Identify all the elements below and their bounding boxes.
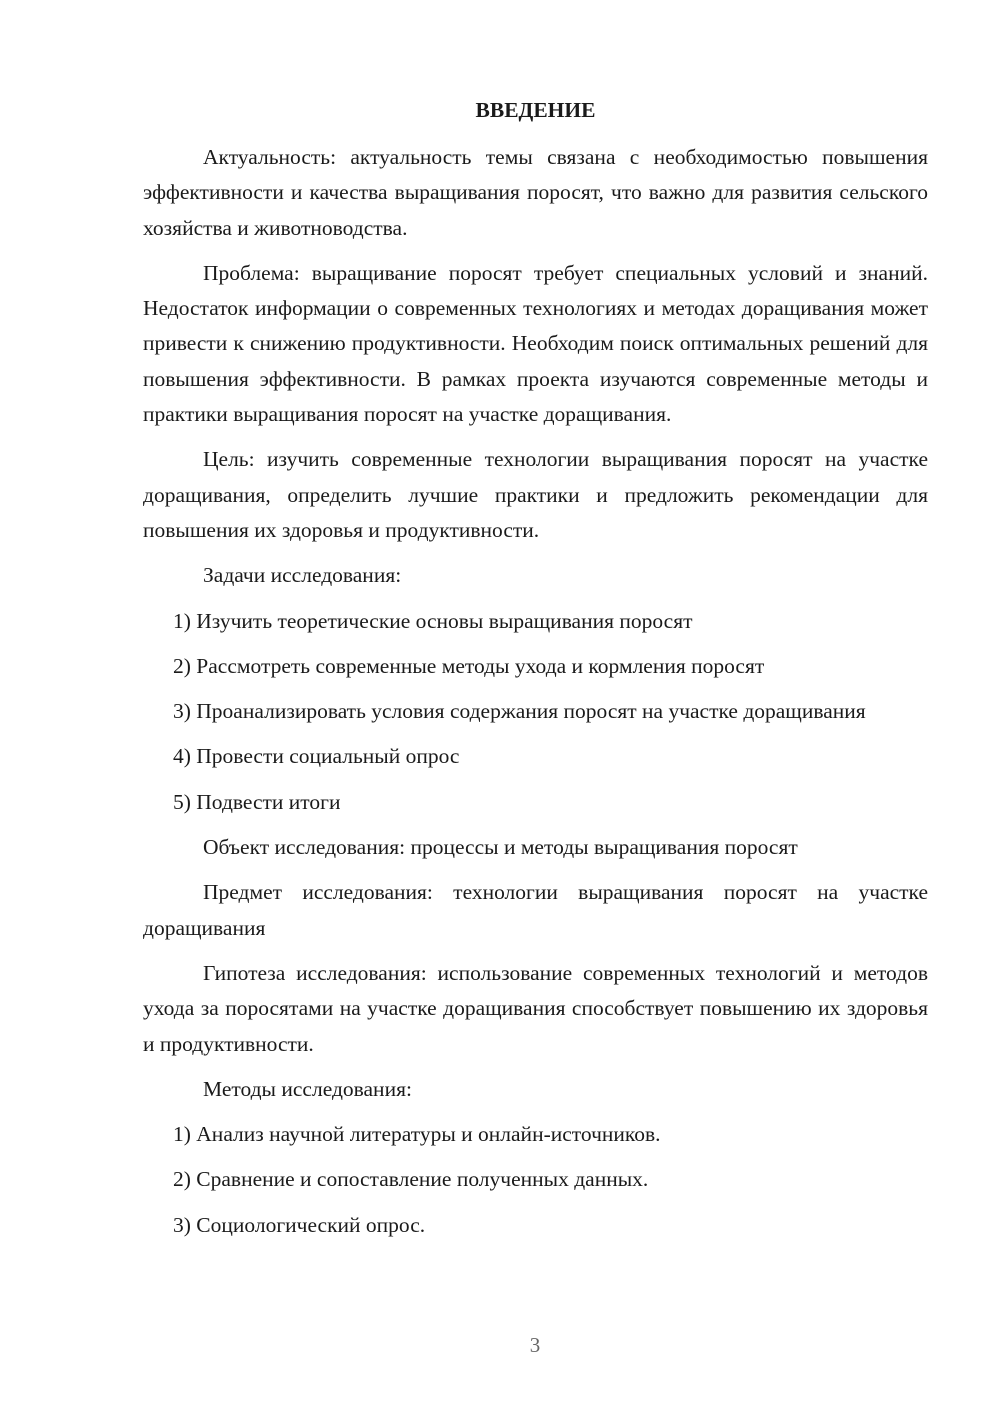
hypothesis-paragraph: Гипотеза исследования: использование современных технологий и методов ухода за поросятами на участке доращивания способствует повышению их здоровья и продуктивности. <box>143 960 928 1056</box>
task-item-4: 4) Провести социальный опрос <box>173 744 460 769</box>
method-item-1: 1) Анализ научной литературы и онлайн-источников. <box>173 1122 661 1147</box>
goal-paragraph: Цель: изучить современные технологии выращивания поросят на участке доращивания, определить лучшие практики и предложить рекомендации для повышения их здоровья и продуктивности. <box>143 447 928 542</box>
task-item-5: 5) Подвести итоги <box>173 789 341 814</box>
methods-heading: Методы исследования: <box>203 1076 412 1101</box>
task-item-2: 2) Рассмотреть современные методы ухода и кормления поросят <box>173 653 765 678</box>
relevance-paragraph: Актуальность: актуальность темы связана с необходимостью повышения эффективности и качества выращивания поросят, что важно для развития сельского хозяйства и животноводства. <box>143 145 928 240</box>
page-number: 3 <box>529 1333 541 1357</box>
method-item-3: 3) Социологический опрос. <box>173 1212 426 1237</box>
tasks-heading: Задачи исследования: <box>203 563 402 588</box>
section-title: ВВЕДЕНИЕ <box>475 98 596 122</box>
page-content <box>143 93 928 1253</box>
object-paragraph: Объект исследования: процессы и методы выращивания поросят <box>203 835 798 860</box>
problem-paragraph: Проблема: выращивание поросят требует специальных условий и знаний. Недостаток информации о современных технологиях и методах доращивания может привести к снижению продуктивности. Необходим поиск оптимальных решений для повышения эффективности. В рамках проекта изучаются современные методы и практики выращивания поросят на участке доращивания. <box>143 260 928 427</box>
method-item-2: 2) Сравнение и сопоставление полученных данных. <box>173 1167 649 1192</box>
task-item-3: 3) Проанализировать условия содержания поросят на участке доращивания <box>173 699 866 724</box>
task-item-1: 1) Изучить теоретические основы выращивания поросят <box>173 608 693 633</box>
subject-paragraph: Предмет исследования: технологии выращивания поросят на участке доращивания <box>143 880 928 940</box>
